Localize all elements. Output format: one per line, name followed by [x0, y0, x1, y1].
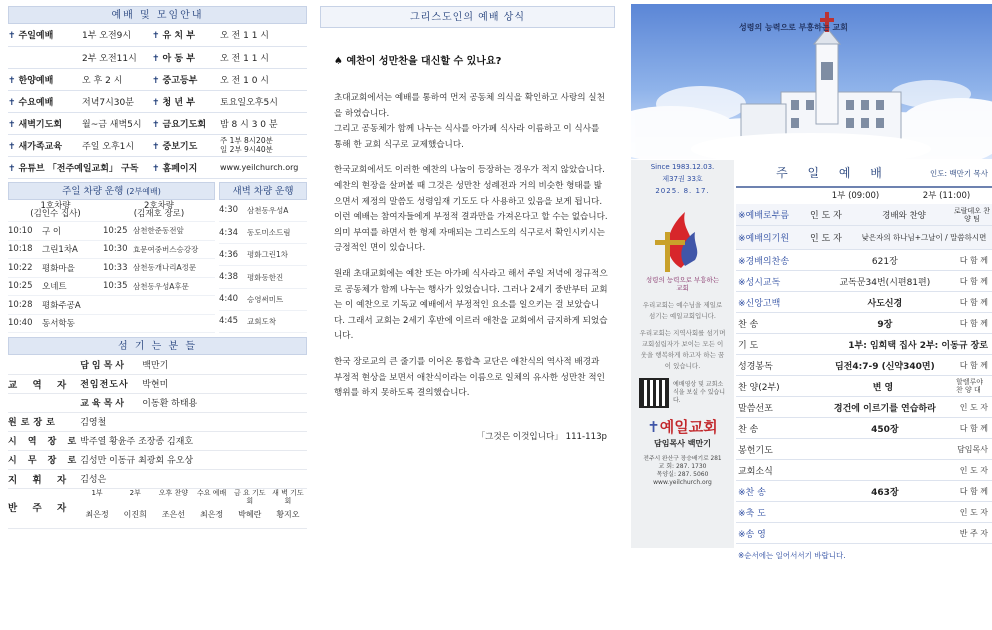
accomp-name: 황지오: [276, 509, 300, 519]
cross-icon: ✝: [8, 141, 16, 152]
car-row: 10:22 평화마을: [8, 259, 103, 278]
schedule-label: 새벽기도회: [18, 119, 63, 130]
homepage-link[interactable]: www.yeilchurch.org: [220, 156, 307, 178]
schedule-label: 한양예배: [18, 75, 54, 86]
phone: 목양실: 287. 5060: [656, 471, 709, 478]
car-row: 10:10 구 이: [8, 222, 103, 241]
brand-slogan: 성령의 능력으로 부흥하는 교회: [645, 276, 720, 292]
car1-table: [8, 200, 103, 334]
article-column: [320, 6, 615, 442]
car-row: 4:38 평화동한진: [219, 266, 307, 288]
accomp-name: 최은정: [85, 509, 109, 519]
article-paragraph: 초대교회에서는 예배를 통하여 먼저 공동체 의식을 확인하고 사랑의 실천을 하였습니다.: [334, 93, 605, 119]
dawn-car-table: [219, 200, 307, 334]
accompanist-role: 반 주 자: [8, 502, 73, 514]
worship-row: ※성시교독 교독문34번(시편81편) 다 함 께: [736, 271, 992, 292]
servant-row: 지 휘 자 김성은: [8, 469, 307, 488]
schedule-row: [8, 134, 307, 156]
article-question: ♠ 예찬이 성만찬을 대신할 수 있나요?: [334, 56, 502, 67]
car-row: 10:25 오네트: [8, 277, 103, 296]
issue-date: 2025. 8. 17.: [655, 187, 710, 195]
brand-motto: 우리교회는 지역사회를 섬기며 교회설립자가 보이는 모든 이웃을 행복하게 하고자 하는 꿈이 있습니다.: [639, 329, 726, 370]
accomp-head: 오후 찬양: [158, 488, 189, 497]
schedule-label: 금요기도회: [162, 119, 207, 130]
schedule-value: 저녁7시30분: [82, 90, 152, 112]
schedule-label: 중고등부: [162, 75, 198, 86]
cross-icon: ✝: [152, 141, 160, 152]
worship-row: ※예배의기원 인 도 자 낮은자의 하나님+그날이 / 말씀하시면: [736, 226, 992, 250]
youtube-label[interactable]: 유튜브 「전주예일교회」 구독: [18, 163, 139, 174]
worship-note: ※순서에는 일어서서기 바랍니다.: [738, 551, 846, 560]
worship-row: ※찬 송 463장 다 함 께: [736, 481, 992, 502]
worship-row: ※송 영 반 주 자: [736, 523, 992, 544]
schedule-label: 청 년 부: [162, 97, 195, 108]
pastor-name: 담임목사 백만기: [654, 439, 711, 448]
church-name-text: 예일교회: [659, 418, 718, 436]
car-row: 4:45 교회도착: [219, 310, 307, 332]
schedule-table: [8, 24, 307, 179]
worship-title: 주 일 예 배: [776, 166, 890, 180]
cross-icon: ✝: [152, 31, 160, 42]
schedule-label: 새가족교육: [18, 141, 63, 152]
car-row: 10:25 삼천한준동전앞: [103, 222, 215, 241]
flame-cross-icon: [651, 206, 715, 276]
schedule-row: [8, 24, 307, 46]
sunday-car-title-text: 주일 차량 운행: [62, 185, 124, 197]
schedule-value: 오 전 1 0 시: [220, 68, 307, 90]
article-paragraph: 그리고 공동체가 함께 나누는 식사를 아가페 식사라 이름하고 이 식사를 통해 한 교회 식구로 교제했습니다.: [334, 124, 600, 150]
schedule-label: 중보기도: [162, 141, 198, 152]
servant-row: 담임목사 백만기: [8, 355, 307, 374]
worship-row: 찬 송 9장 다 함 께: [736, 313, 992, 334]
car-row: 10:28 평화주공A: [8, 296, 103, 315]
church-cross-icon: ✝: [647, 418, 660, 436]
schedule-header: 예배 및 모임안내: [8, 6, 307, 24]
cross-icon: ✝: [152, 53, 160, 64]
article-source: 「그것은 이것입니다」 111-113p: [476, 431, 607, 442]
servant-row: 시 무 장 로 김성만 이동규 최광회 유오상: [8, 450, 307, 469]
hero-sign: 성령의 능력으로 부흥하는 교회: [739, 23, 848, 32]
schedule-value: 오 후 2 시: [82, 68, 152, 90]
qr-block: [631, 372, 734, 408]
worship-row: ※신앙고백 사도신경 다 함 께: [736, 292, 992, 313]
accomp-head: 새 벽 기도회: [272, 488, 304, 505]
car-row: 10:18 그린1차A: [8, 240, 103, 259]
cross-icon: ✝: [8, 163, 16, 174]
worship-row: 기 도 1부: 임희택 집사 2부: 이동규 장로: [736, 334, 992, 355]
car2-table: [103, 200, 215, 334]
qr-code-icon[interactable]: [639, 378, 669, 408]
worship-row: 찬 양(2부) 변 영 할렐루야 찬 양 대: [736, 376, 992, 397]
car-tables: [8, 200, 307, 334]
brand-strip: [631, 160, 734, 548]
schedule-row: [8, 46, 307, 68]
car-row: 4:30 삼천동우성A: [219, 200, 307, 222]
cross-icon: ✝: [8, 31, 16, 42]
schedule-label: 유 치 부: [162, 31, 195, 42]
address: 전주시 완산구 장승배기로 281: [643, 456, 722, 462]
worship-service-columns: [736, 188, 992, 204]
car2-driver: (김재호 장로): [133, 209, 185, 220]
cross-icon: ✝: [152, 97, 160, 108]
servants-table: [8, 355, 307, 489]
schedule-value: 일 2부 9시40분: [220, 145, 273, 154]
car1-driver: (김인수 집사): [30, 209, 81, 220]
worship-order: [736, 160, 992, 567]
accomp-head: 수요 예배: [196, 488, 227, 497]
car2-head: 2호차량: [143, 201, 175, 212]
schedule-value: 토요일오후5시: [220, 90, 307, 112]
worship-row: ※축 도 인 도 자: [736, 502, 992, 523]
car-row: 10:30 효문여중버스승강장: [103, 240, 215, 259]
phone: 교 회: 287. 1730: [658, 463, 707, 470]
worship-row: 교회소식 인 도 자: [736, 460, 992, 481]
qr-caption: 예배영상 및 교회소식을 보실 수 있습니다.: [673, 381, 726, 404]
schedule-row: [8, 68, 307, 90]
car-row: 10:33 삼천동개나리A정문: [103, 259, 215, 278]
schedule-value: 밤 8 시 3 0 분: [220, 112, 307, 134]
church-hero-image: [631, 4, 992, 159]
church-logo: [631, 206, 734, 276]
servant-row: 교 역 자 전임전도사 박현미: [8, 374, 307, 393]
cross-icon: ✝: [8, 119, 16, 130]
car-row: 4:40 승영써미트: [219, 288, 307, 310]
worship-row: ※예배로부름 인 도 자 경배와 찬양 로랄데오 찬 양 팀: [736, 204, 992, 226]
accomp-head: 2부: [129, 488, 141, 497]
article-paragraph: 원래 초대교회에는 예찬 또는 아가페 식사라고 해서 주일 저녁에 정규적으로 공동체가 함께 나누는 행사가 있었습니다. 그러나 2세기 중반부터 교회는 이 예찬으로 기독교 예배에서 부정적인 요소를 일으키는 걸 보았습니다. 그래서 교회는 2세기 후반에 이르러 애찬을 교회에서 금지하게 되었습니다.: [334, 268, 608, 342]
worship-row: 찬 송 450장 다 함 께: [736, 418, 992, 439]
car-row: 4:34 동도미소드림: [219, 222, 307, 244]
accomp-head: 금 요 기도회: [233, 488, 266, 505]
church-name: [631, 416, 734, 437]
accomp-name: 최은정: [199, 509, 224, 519]
worship-leader: 인도: 백만기 목사: [929, 169, 988, 178]
schedule-label: 수요예배: [18, 97, 54, 108]
car-row: 4:36 평화그린1차: [219, 244, 307, 266]
service-1-label: 1부 (09:00): [831, 191, 880, 201]
sunday-car-sub: (2부예배): [126, 186, 161, 196]
accompanist-row: [8, 489, 307, 529]
article-paragraph: 한국 장로교의 큰 줄기를 이어온 통합측 교단은 애찬식의 역사적 배경과 부정적 현상을 보면서 애찬식이라는 이름으로 일체의 유사한 성만찬 적인 행위를 하지 못하도록 결의했습니다.: [334, 356, 605, 399]
schedule-row: [8, 90, 307, 112]
accomp-name: 조은선: [161, 509, 185, 519]
servants-header: 섬 기 는 분 들: [8, 337, 307, 355]
dawn-car-title: 새벽 차량 운행: [219, 182, 307, 200]
car-row: 10:40 동서학동: [8, 314, 103, 333]
schedule-value: 월~금 새벽5시: [82, 112, 152, 134]
car1-head: 1호차량: [40, 201, 71, 212]
schedule-label: 아 동 부: [162, 53, 195, 64]
schedule-value: 2부 오전11시: [82, 46, 152, 68]
sunday-car-title: [8, 182, 215, 200]
schedule-label: 주일예배: [18, 31, 54, 42]
accompanist-grid: [78, 489, 307, 528]
worship-row: 성경봉독 딤전4:7-9 (신약340면) 다 함 께: [736, 355, 992, 376]
website-link[interactable]: www.yeilchurch.org: [653, 479, 712, 486]
worship-row: ※경배의찬송 621장 다 함 께: [736, 250, 992, 271]
article-header: 그리스도인의 예배 상식: [320, 6, 615, 28]
cross-icon: ✝: [8, 97, 16, 108]
cross-icon: ✝: [152, 163, 160, 174]
worship-row: 말씀선포 경건에 이르기를 연습하라 인 도 자: [736, 397, 992, 418]
accomp-name: 박혜란: [238, 509, 262, 519]
schedule-value: 주일 오후1시: [82, 134, 152, 156]
left-column: [8, 6, 307, 529]
article-paragraph: 한국교회에서도 이러한 예찬의 나눔이 등장하는 경우가 적지 않았습니다. 예찬의 현장을 살펴볼 때 그것은 성만찬 성례전과 거의 비슷한 형태를 밟으면서 제정의 말씀도 성령임재 기도도 다 사용하고 있음을 보게 됩니다. 이런 예배는 참여자들에게 부정적 결과만을 가져온다고 할 수는 없습니다. 의미 부여를 하면서 한 형제 자매되는 그리스도의 식구로서 확인시키시는 긍정적인 면이 있습니다.: [334, 165, 608, 254]
cross-icon: ✝: [8, 75, 16, 86]
service-2-label: 2부 (11:00): [922, 191, 971, 201]
since-date: Since 1983.12.03.: [650, 163, 715, 171]
volume: 제37권 33호: [662, 175, 703, 183]
servant-row: 시 역 장 로 박주열 황윤주 조장종 김재호: [8, 431, 307, 450]
accomp-head: 1부: [91, 488, 103, 497]
schedule-value: 오 전 1 1 시: [220, 24, 307, 46]
servant-row: 원로장로 김영철: [8, 412, 307, 431]
car-header: [8, 182, 307, 200]
church-illustration: [631, 4, 992, 159]
schedule-value: 주 1부 8시20분: [220, 136, 273, 145]
accomp-name: 이진희: [123, 509, 147, 519]
schedule-value: 1부 오전9시: [82, 24, 152, 46]
servant-row: 교육목사 이동환 하태용: [8, 393, 307, 412]
schedule-value: 오 전 1 1 시: [220, 46, 307, 68]
cross-icon: ✝: [152, 119, 160, 130]
worship-header: [736, 160, 992, 188]
car-row: 10:35 삼천동우성A후문: [103, 277, 215, 296]
worship-row: 봉헌기도 담임목사: [736, 439, 992, 460]
schedule-label: 홈페이지: [162, 163, 198, 174]
brand-motto: 우리교회는 예수님을 제일로 섬기는 예일교회입니다.: [642, 301, 723, 320]
cross-icon: ✝: [152, 75, 160, 86]
schedule-row: [8, 112, 307, 134]
schedule-row: [8, 156, 307, 178]
